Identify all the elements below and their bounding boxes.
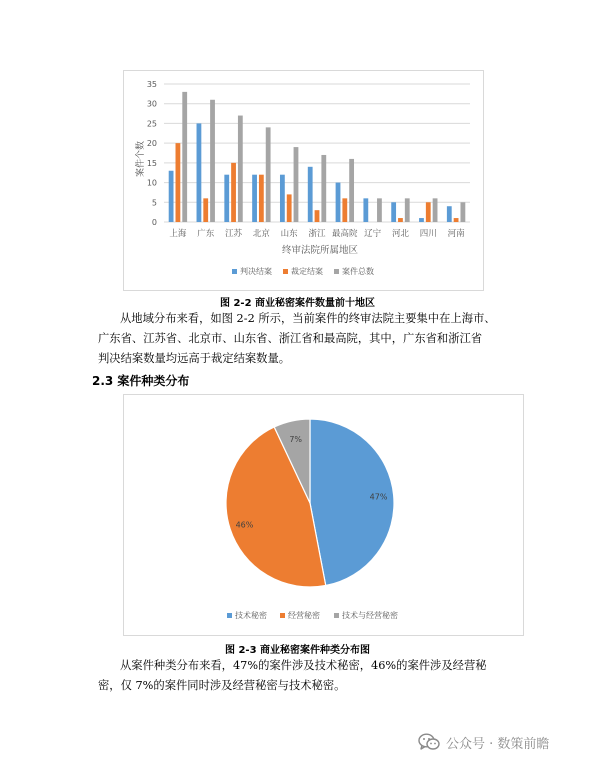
legend-swatch-技术秘密 <box>227 613 232 618</box>
pie-slices <box>226 419 394 587</box>
section-heading: 2.3 案件种类分布 <box>92 374 190 388</box>
legend-label: 技术与经营秘密 <box>342 611 398 620</box>
legend-label: 技术秘密 <box>235 611 267 620</box>
legend-swatch-技术与经营秘密 <box>334 613 339 618</box>
x-tick-label: 江苏 <box>225 229 243 239</box>
pie-chart-container <box>123 394 524 636</box>
bar-裁定结案-河北 <box>398 218 403 222</box>
y-tick-label: 5 <box>151 198 157 208</box>
figure-2-2-caption: 图 2-2 商业秘密案件数量前十地区 <box>219 298 376 309</box>
x-tick-label: 浙江 <box>308 229 326 239</box>
bar-裁定结案-最高院 <box>342 198 347 222</box>
paragraph-1-line-2: 广东省、江苏省、北京市、山东省、浙江省和最高院，其中，广东省和浙江省 <box>98 332 483 345</box>
x-tick-label: 上海 <box>169 229 187 239</box>
bar-案件总数-广东 <box>210 100 215 222</box>
paragraph-1 <box>98 309 518 369</box>
bar-案件总数-北京 <box>266 127 271 222</box>
y-tick-label: 30 <box>146 99 157 109</box>
bar-判决结案-江苏 <box>224 175 229 222</box>
x-tick-label: 四川 <box>419 229 437 239</box>
bar-判决结案-辽宁 <box>363 198 368 222</box>
legend-label: 判决结案 <box>240 267 272 276</box>
bar-裁定结案-北京 <box>259 175 264 222</box>
legend-swatch-案件总数 <box>334 269 339 274</box>
legend-label: 案件总数 <box>342 267 374 276</box>
pie-data-label: 7% <box>289 435 303 445</box>
x-tick-label: 北京 <box>252 229 270 239</box>
watermark-text: 公众号 · 数策前瞻 <box>446 736 550 752</box>
legend-swatch-经营秘密 <box>280 613 285 618</box>
wechat-icon <box>418 733 440 751</box>
legend-swatch-裁定结案 <box>283 269 288 274</box>
bar-案件总数-四川 <box>433 198 438 222</box>
bar-判决结案-上海 <box>169 171 174 222</box>
bar-判决结案-广东 <box>197 123 202 222</box>
bar-gridlines <box>164 84 470 222</box>
bar-裁定结案-四川 <box>426 202 431 222</box>
bar-案件总数-辽宁 <box>377 198 382 222</box>
legend-swatch-判决结案 <box>232 269 237 274</box>
x-tick-label: 最高院 <box>332 229 358 239</box>
y-tick-label: 10 <box>146 178 157 188</box>
legend-label: 经营秘密 <box>288 611 320 620</box>
bar-案件总数-河北 <box>405 198 410 222</box>
y-tick-label: 35 <box>146 80 157 89</box>
bar-判决结案-山东 <box>280 175 285 222</box>
x-axis-title: 终审法院所属地区 <box>281 245 359 256</box>
legend-label: 裁定结案 <box>291 267 323 276</box>
paragraph-1-line-3: 判决结案数量均远高于裁定结案数量。 <box>98 352 291 365</box>
bar-判决结案-北京 <box>252 175 257 222</box>
x-tick-labels <box>169 228 465 239</box>
x-tick-label: 辽宁 <box>364 229 382 239</box>
bar-判决结案-河南 <box>447 206 452 222</box>
pie-data-label: 47% <box>369 492 388 502</box>
bar-chart-container <box>123 70 484 291</box>
bar-chart <box>124 71 483 290</box>
x-tick-label: 河北 <box>391 229 409 239</box>
y-tick-label: 25 <box>146 119 157 129</box>
bar-案件总数-河南 <box>460 202 465 222</box>
pie-slice-技术秘密 <box>310 419 394 586</box>
bar-裁定结案-浙江 <box>315 210 320 222</box>
bar-裁定结案-上海 <box>176 143 181 222</box>
y-axis-title: 案件个数 <box>136 140 146 178</box>
paragraph-2-line-2: 密，仅 7%的案件同时涉及经营秘密与技术秘密。 <box>98 679 346 692</box>
pie-legend <box>227 610 398 620</box>
bar-判决结案-浙江 <box>308 167 313 222</box>
x-tick-label: 广东 <box>197 229 215 239</box>
bar-判决结案-河北 <box>391 202 396 222</box>
paragraph-2-line-1: 从案件种类分布来看，47%的案件涉及技术秘密，46%的案件涉及经营秘 <box>120 659 487 672</box>
y-tick-label: 15 <box>146 158 157 168</box>
pie-data-label: 46% <box>235 520 254 530</box>
figure-2-3-caption: 图 2-3 商业秘密案件种类分布图 <box>224 645 371 656</box>
bar-案件总数-江苏 <box>238 116 243 222</box>
bar-legend <box>232 266 374 276</box>
paragraph-1-line-1: 从地域分布来看，如图 2-2 所示，当前案件的终审法院主要集中在上海市、 <box>120 312 496 325</box>
bar-判决结案-最高院 <box>336 183 341 222</box>
bar-裁定结案-山东 <box>287 194 292 222</box>
bar-案件总数-浙江 <box>321 155 326 222</box>
bar-裁定结案-广东 <box>203 198 208 222</box>
x-tick-label: 河南 <box>447 229 465 239</box>
paragraph-2 <box>98 656 518 696</box>
bar-案件总数-山东 <box>294 147 299 222</box>
y-tick-label: 20 <box>146 139 157 149</box>
bar-裁定结案-江苏 <box>231 163 236 222</box>
x-tick-label: 山东 <box>280 229 298 239</box>
y-tick-label: 0 <box>151 218 157 227</box>
bar-判决结案-四川 <box>419 218 424 222</box>
bar-案件总数-最高院 <box>349 159 354 222</box>
bar-案件总数-上海 <box>182 92 187 222</box>
pie-chart <box>124 395 523 635</box>
watermark <box>418 731 549 753</box>
bar-裁定结案-河南 <box>454 218 459 222</box>
y-tick-labels <box>147 80 157 227</box>
